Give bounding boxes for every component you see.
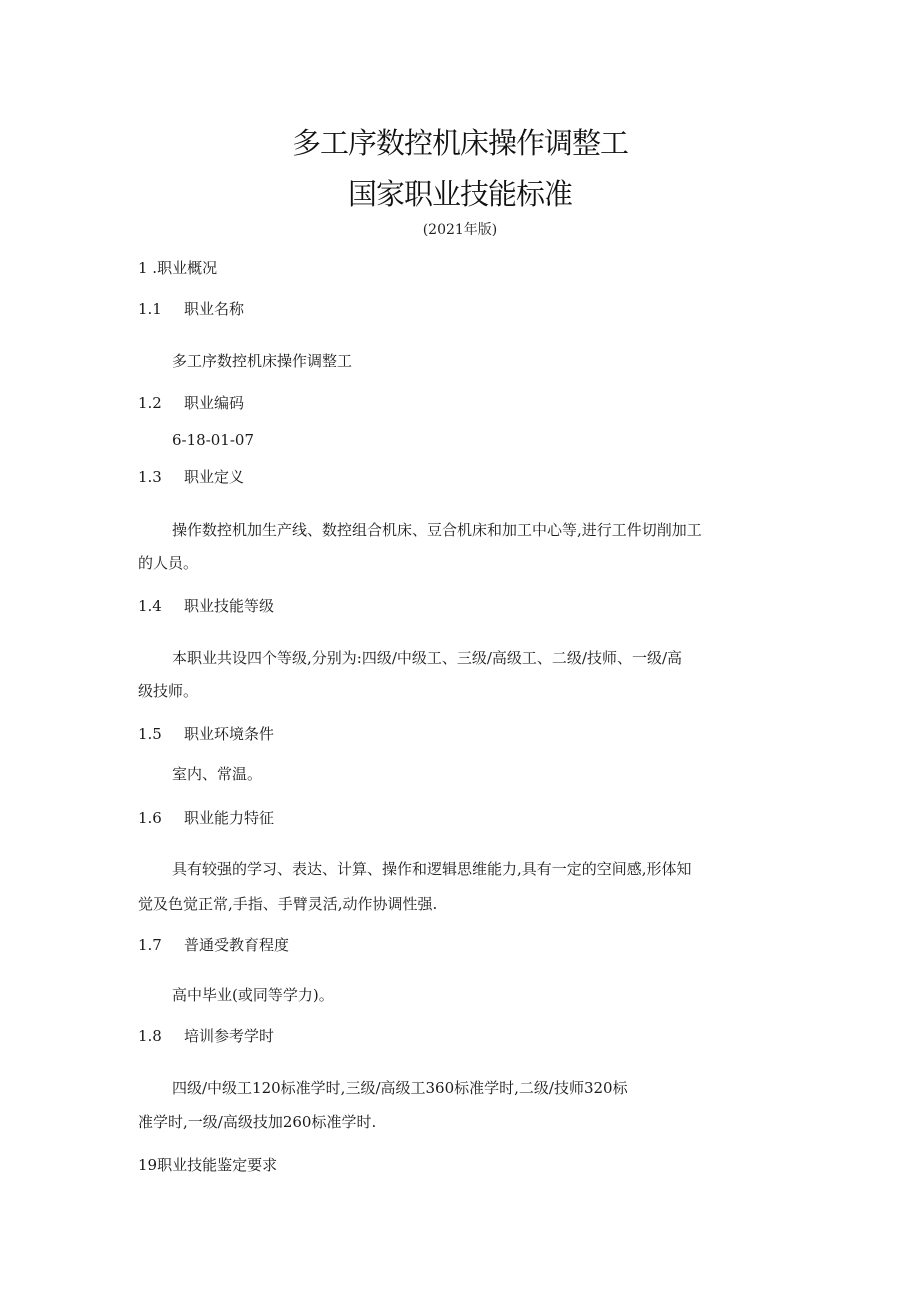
levels-text-line2: 级技师。 <box>138 682 199 700</box>
subsection-number: 1.2 <box>138 394 162 412</box>
section-heading-1-9: 19职业技能鉴定要求 <box>138 1156 278 1174</box>
ability-text-line1: 具有较强的学习、表达、计算、操作和逻辑思维能力,具有一定的空间感,形体知 <box>172 860 692 878</box>
document-title-line2: 国家职业技能标准 <box>347 177 572 211</box>
subsection-label: 职业能力特征 <box>184 809 275 827</box>
subsection-number: 1.7 <box>138 936 162 954</box>
subsection-heading-1-5 <box>138 724 274 744</box>
subsection-label: 职业技能等级 <box>184 597 275 615</box>
subsection-label: 职业名称 <box>184 300 245 318</box>
subsection-heading-1-3 <box>138 467 244 487</box>
subsection-heading-1-7 <box>138 935 289 955</box>
subsection-heading-1-1 <box>138 299 244 319</box>
section-heading-1: 1 .职业概况 <box>138 259 218 277</box>
subsection-label: 职业环境条件 <box>184 725 275 743</box>
subsection-number: 1.6 <box>138 809 162 827</box>
definition-text-line1: 操作数控机加生产线、数控组合机床、豆合机床和加工中心等,进行工件切削加工 <box>172 521 702 539</box>
subsection-label: 普通受教育程度 <box>184 936 290 954</box>
subsection-number: 1.3 <box>138 468 162 486</box>
subsection-heading-1-6 <box>138 808 274 828</box>
subsection-number: 1.1 <box>138 300 162 318</box>
subsection-label: 职业编码 <box>184 394 245 412</box>
subsection-number: 1.4 <box>138 597 162 615</box>
occupation-code-text: 6-18-01-07 <box>172 431 255 449</box>
hours-text-line1: 四级/中级工120标准学时,三级/高级工360标准学时,二级/技师320标 <box>172 1079 628 1097</box>
document-title-line1: 多工序数控机床操作调整工 <box>291 126 628 160</box>
hours-text-line2: 准学时,一级/高级技加260标准学时. <box>138 1113 377 1131</box>
subsection-number: 1.8 <box>138 1027 162 1045</box>
occupation-name-text: 多工序数控机床操作调整工 <box>172 352 353 370</box>
edition-label: (2021年版) <box>422 222 498 238</box>
environment-text: 室内、常温。 <box>172 765 263 783</box>
subsection-heading-1-2 <box>138 393 244 413</box>
subsection-heading-1-8 <box>138 1026 274 1046</box>
definition-text-line2: 的人员。 <box>138 554 199 572</box>
ability-text-line2: 觉及色觉正常,手指、手臂灵活,动作协调性强. <box>138 895 438 913</box>
subsection-heading-1-4 <box>138 596 274 616</box>
subsection-number: 1.5 <box>138 725 162 743</box>
subsection-label: 职业定义 <box>184 468 245 486</box>
levels-text-line1: 本职业共设四个等级,分别为:四级/中级工、三级/高级工、二级/技师、一级/高 <box>172 649 683 667</box>
education-text: 高中毕业(或同等学力)。 <box>172 986 334 1004</box>
subsection-label: 培训参考学时 <box>184 1027 275 1045</box>
